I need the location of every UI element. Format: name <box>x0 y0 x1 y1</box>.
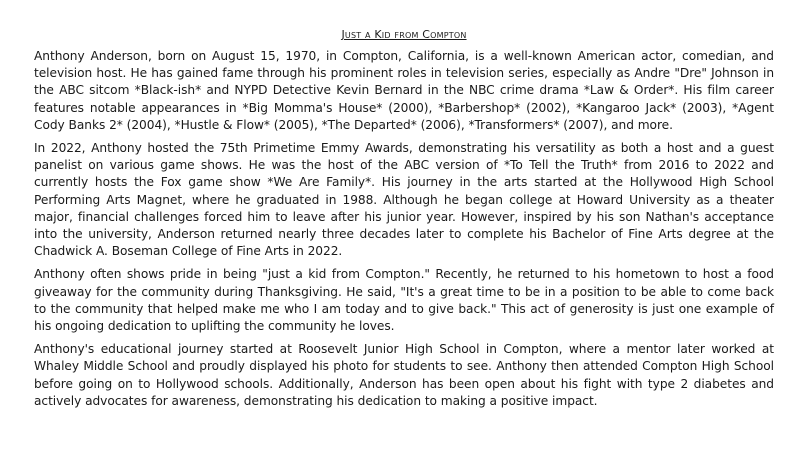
paragraph-compton-pride: Anthony often shows pride in being "just a kid from Compton." Recently, he returned to his hometown to host a food giveaway for the community during Thanksgiving. He said, "It's a great time to be in a position to be able to come back to the community that helped make me who I am today and to give back." This act of generosity is just one example of his ongoing dedication to uplifting the community he loves. <box>34 267 774 334</box>
paragraph-biography-intro: Anthony Anderson, born on August 15, 1970, in Compton, California, is a well-known American actor, comedian, and television host. He has gained fame through his prominent roles in television series, especially as Andre "Dre" Johnson in the ABC sitcom *Black-ish* and NYPD Detective Kevin Bernard in the NBC crime drama *Law & Order*. His film career features notable appearances in *Big Momma's House* (2000), *Barbershop* (2002), *Kangaroo Jack* (2003), *Agent Cody Banks 2* (2004), *Hustle & Flow* (2005), *The Departed* (2006), *Transformers* (2007), and more. <box>34 49 774 132</box>
document-title: Just a Kid from Compton <box>341 28 467 41</box>
paragraph-hosting-education: In 2022, Anthony hosted the 75th Primetime Emmy Awards, demonstrating his versatility as both a host and a guest panelist on various game shows. He was the host of the ABC version of *To Tell the Truth* from 2016 to 2022 and currently hosts the Fox game show *We Are Family*. His journey in the arts started at the Hollywood High School Performing Arts Magnet, where he graduated in 1988. Although he began college at Howard University as a theater major, financial challenges forced him to leave after his junior year. However, inspired by his son Nathan's acceptance into the university, Anderson returned nearly three decades later to complete his Bachelor of Fine Arts degree at the Chadwick A. Boseman College of Fine Arts in 2022. <box>34 141 774 259</box>
paragraph-early-education: Anthony's educational journey started at Roosevelt Junior High School in Compton, where a mentor later worked at Whaley Middle School and proudly displayed his photo for students to see. Anthony then attended Compton High School before going on to Hollywood schools. Additionally, Anderson has been open about his fight with type 2 diabetes and actively advocates for awareness, demonstrating his dedication to making a positive impact. <box>34 342 774 408</box>
